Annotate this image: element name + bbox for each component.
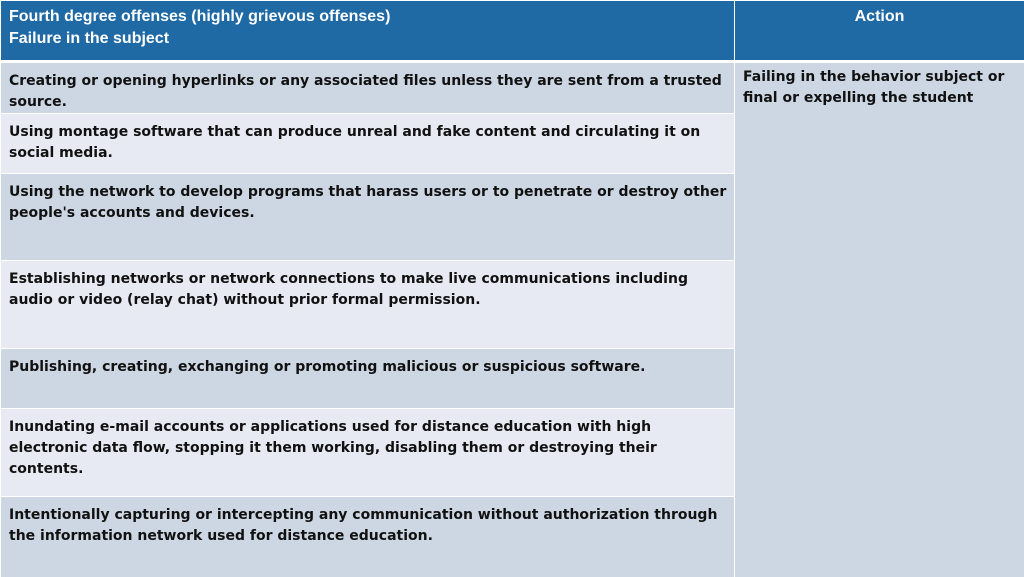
offense-cell xyxy=(1,174,735,261)
table-header-row xyxy=(1,1,1024,62)
offense-cell xyxy=(1,497,735,577)
table-row xyxy=(1,62,1024,114)
header-title-line2: Failure in the subject xyxy=(9,30,170,47)
offense-text: Intentionally capturing or intercepting any communication without authorization through the information network used for distance education. xyxy=(9,507,718,544)
action-column-header xyxy=(735,1,1024,62)
offense-cell xyxy=(1,409,735,497)
offense-text: Using montage software that can produce unreal and fake content and circulating it on social media. xyxy=(9,124,701,161)
action-text: Failing in the behavior subject or final or expelling the student xyxy=(743,69,1005,106)
action-header-label: Action xyxy=(854,8,905,25)
offense-text: Publishing, creating, exchanging or promoting malicious or suspicious software. xyxy=(9,359,646,375)
action-cell xyxy=(735,62,1024,577)
offense-text: Creating or opening hyperlinks or any associated files unless they are sent from a trusted source. xyxy=(9,73,722,110)
offense-cell xyxy=(1,261,735,349)
offense-text: Inundating e-mail accounts or applications used for distance education with high electronic data flow, stopping it them working, disabling them or destroying their contents. xyxy=(9,419,657,477)
offense-text: Establishing networks or network connections to make live communications including audio or video (relay chat) without prior formal permission. xyxy=(9,271,688,308)
offense-text: Using the network to develop programs that harass users or to penetrate or destroy other people's accounts and devices. xyxy=(9,184,727,221)
offense-cell xyxy=(1,62,735,114)
offense-column-header xyxy=(1,1,735,62)
header-title-line1: Fourth degree offenses (highly grievous offenses) xyxy=(9,8,391,25)
offense-cell xyxy=(1,114,735,174)
offense-cell xyxy=(1,349,735,409)
